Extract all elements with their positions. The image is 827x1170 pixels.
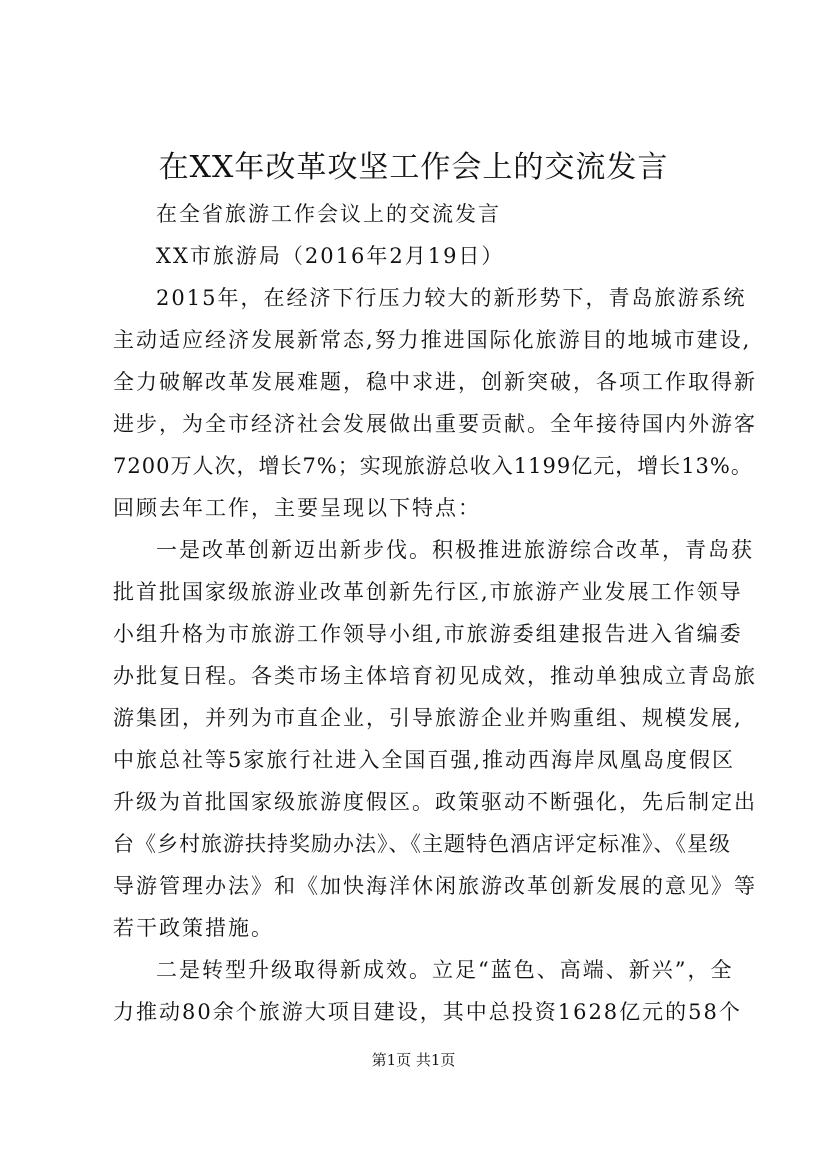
paragraph-line: 办批复日程。各类市场主体培育初见成效，推动单独成立青岛旅 bbox=[113, 664, 757, 688]
paragraph-line: 若干政策措施。 bbox=[113, 916, 274, 940]
paragraph-line: 进步，为全市经济社会发展做出重要贡献。全年接待国内外游客 bbox=[113, 412, 757, 436]
paragraph-line: 升级为首批国家级旅游度假区。政策驱动不断强化，先后制定出 bbox=[113, 790, 757, 814]
paragraph-line: 力推动80余个旅游大项目建设，其中总投资1628亿元的58个 bbox=[113, 1000, 742, 1024]
document-subtitle: 在全省旅游工作会议上的交流发言 bbox=[156, 202, 501, 226]
paragraph-line: 回顾去年工作，主要呈现以下特点： bbox=[113, 496, 481, 520]
paragraph-line: 批首批国家级旅游业改革创新先行区,市旅游产业发展工作领导 bbox=[113, 580, 743, 604]
document-title: 在XX年改革攻坚工作会上的交流发言 bbox=[158, 150, 669, 185]
paragraph-line: 台《乡村旅游扶持奖励办法》、《主题特色酒店评定标准》、《星级 bbox=[113, 832, 731, 856]
page-number: 第1页 共1页 bbox=[371, 1051, 456, 1069]
paragraph-line: 7200万人次，增长7%；实现旅游总收入1199亿元，增长13%。 bbox=[113, 454, 753, 478]
paragraph-line: 游集团，并列为市直企业，引导旅游企业并购重组、规模发展, bbox=[113, 706, 743, 730]
paragraph-line: 一是改革创新迈出新步伐。积极推进旅游综合改革，青岛获 bbox=[156, 538, 754, 562]
paragraph-line: 中旅总社等5家旅行社进入全国百强,推动西海岸凤凰岛度假区 bbox=[113, 748, 736, 772]
paragraph-line: 导游管理办法》和《加快海洋休闲旅游改革创新发展的意见》等 bbox=[113, 874, 757, 898]
paragraph-line: 小组升格为市旅游工作领导小组,市旅游委组建报告进入省编委 bbox=[113, 622, 743, 646]
document-byline: XX市旅游局（2016年2月19日） bbox=[156, 244, 505, 268]
paragraph-line: 全力破解改革发展难题，稳中求进，创新突破，各项工作取得新 bbox=[113, 370, 757, 394]
paragraph-line: 二是转型升级取得新成效。立足“蓝色、高端、新兴”，全 bbox=[156, 958, 734, 982]
paragraph-line: 2015年，在经济下行压力较大的新形势下，青岛旅游系统 bbox=[156, 286, 747, 310]
paragraph-line: 主动适应经济发展新常态,努力推进国际化旅游目的地城市建设, bbox=[113, 328, 752, 352]
